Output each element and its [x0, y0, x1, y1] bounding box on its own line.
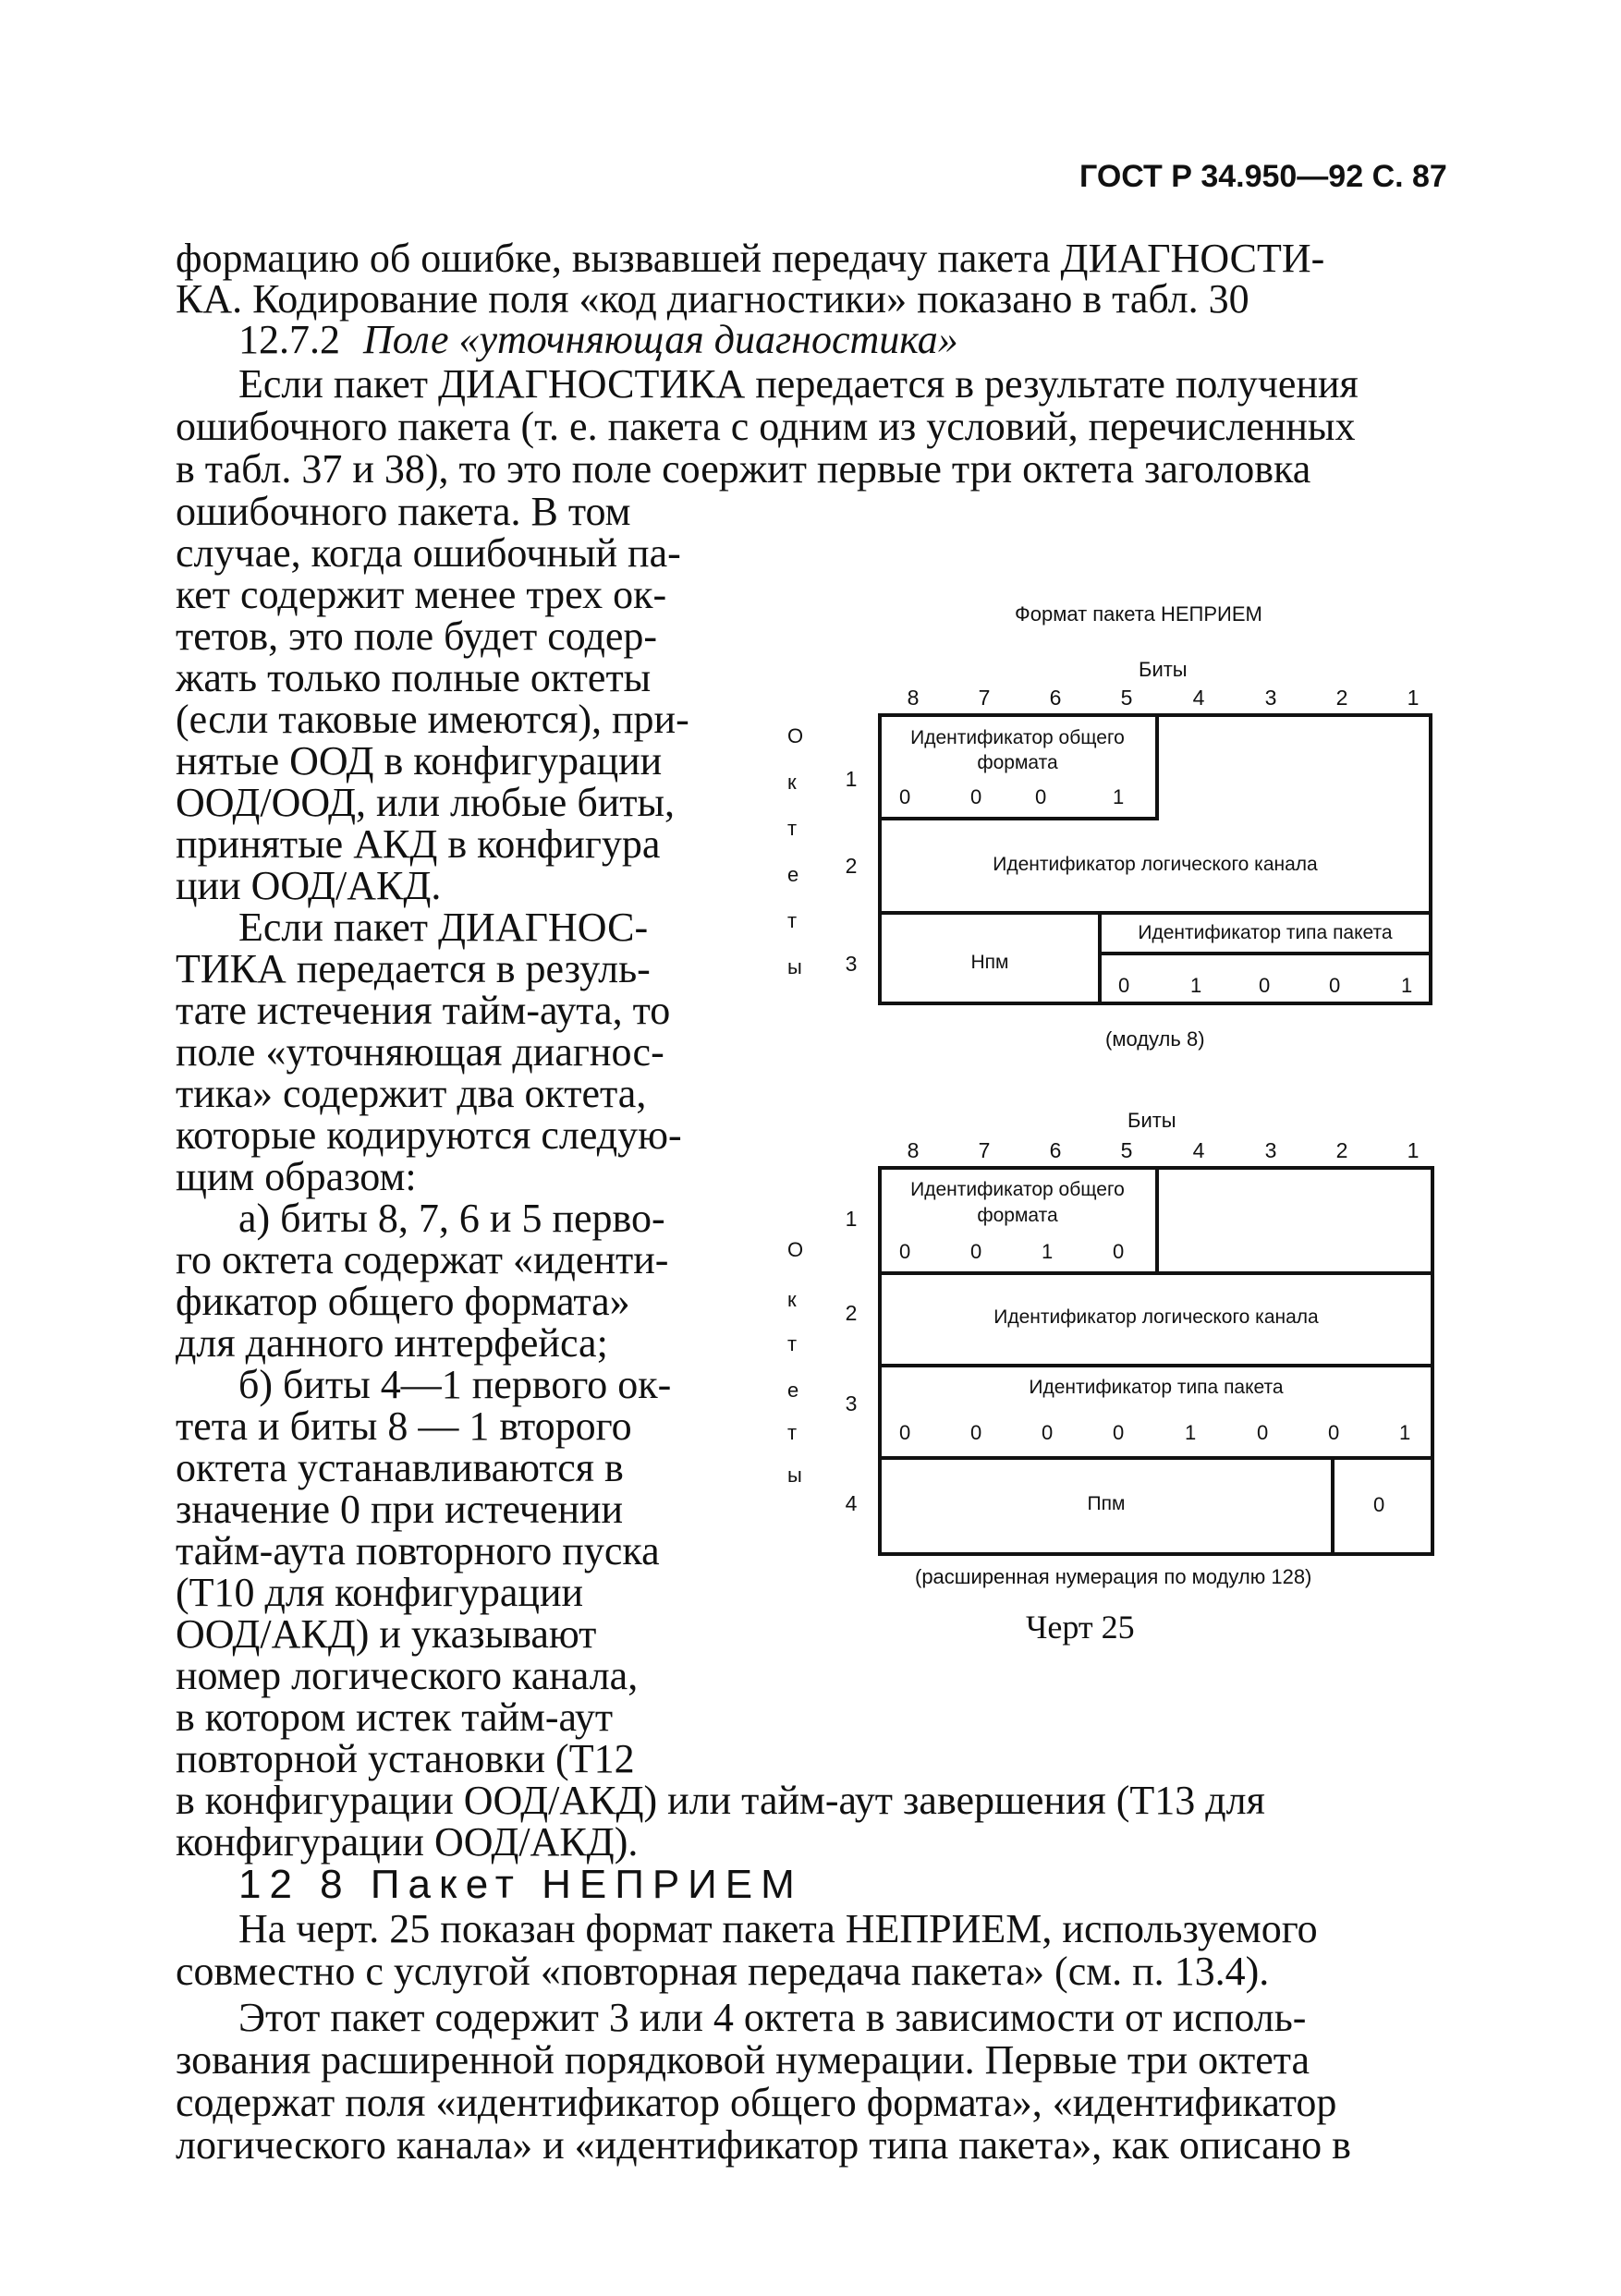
text-line: Если пакет ДИАГНОС-: [238, 905, 649, 950]
text-line: логического канала» и «идентификатор типа пакета», как описано в: [176, 2122, 1351, 2168]
octet-number: 2: [845, 1301, 858, 1325]
bit-value: 1: [1185, 1421, 1197, 1444]
figure-caption: Черт 25: [1026, 1609, 1135, 1646]
text-line: го октета содержат «иденти-: [176, 1237, 669, 1282]
gfi-label: формата: [977, 752, 1058, 773]
bit-number: 1: [1407, 686, 1420, 710]
text-line: На черт. 25 показан формат пакета НЕПРИЕМ, используемого: [238, 1906, 1318, 1951]
figure-title: Формат пакета НЕПРИЕМ: [1015, 602, 1262, 626]
bit-number: 5: [1120, 686, 1133, 710]
text-line: жать только полные октеты: [176, 655, 652, 700]
bit-number: 6: [1049, 1138, 1062, 1162]
bits-label: Биты: [1139, 658, 1188, 681]
text-line: тетов, это поле будет содер-: [176, 613, 658, 659]
bit-value: 0: [1042, 1421, 1054, 1444]
text-line: тика» содержит два октета,: [176, 1071, 647, 1116]
diagram-caption: (расширенная нумерация по модулю 128): [915, 1565, 1312, 1588]
npm-label: Нпм: [970, 952, 1009, 973]
octet-number: 3: [845, 1391, 858, 1415]
text-line: тате истечения тайм-аута, то: [176, 988, 671, 1033]
bit-number: 2: [1335, 686, 1348, 710]
text-line: (если таковые имеются), при-: [176, 697, 689, 742]
bit-value: 0: [1328, 1421, 1340, 1444]
bit-number: 8: [907, 1138, 920, 1162]
text-line: конфигурации ООД/АКД).: [176, 1819, 639, 1865]
bit-value: 0: [970, 785, 982, 808]
bit-value: 0: [899, 1240, 911, 1263]
bit-value: 1: [1113, 785, 1125, 808]
bit-value: 0: [899, 1421, 911, 1444]
bit-number: 4: [1192, 686, 1205, 710]
text-line: номер логического канала,: [176, 1653, 639, 1698]
text-line: ТИКА передается в резуль-: [176, 946, 651, 991]
text-line: ошибочного пакета. В том: [176, 489, 631, 534]
text-line: тайм-аута повторного пуска: [176, 1528, 660, 1573]
text-line: поле «уточняющая диагнос-: [176, 1029, 664, 1075]
lci-label: Идентификатор логического канала: [993, 1306, 1319, 1328]
text-line: кет содержит менее трех ок-: [176, 572, 667, 617]
bit-value: 0: [1113, 1240, 1125, 1263]
text-line: зования расширенной порядковой нумерации. Первые три октета: [176, 2037, 1310, 2083]
octet-number: 3: [845, 952, 858, 976]
bits-label: Биты: [1127, 1109, 1176, 1132]
gfi-label: Идентификатор общего: [910, 727, 1125, 748]
npm-label: Ппм: [1087, 1493, 1126, 1514]
text-line: тета и биты 8 — 1 второго: [176, 1403, 632, 1449]
bit-value: 0: [970, 1421, 982, 1444]
text-line: щим образом:: [176, 1154, 417, 1199]
pti-label: Идентификатор типа пакета: [1138, 922, 1393, 943]
section-title: Поле «уточняющая диагностика»: [363, 317, 958, 362]
octet-number: 2: [845, 854, 858, 878]
octet-number: 1: [845, 1207, 858, 1231]
text-line: октета устанавливаются в: [176, 1445, 624, 1490]
section-heading: 12 8 Пакет НЕПРИЕМ: [238, 1862, 803, 1907]
bit-value: 0: [1113, 1421, 1125, 1444]
text-line: б) биты 4—1 первого ок-: [238, 1362, 672, 1407]
text-line: содержат поля «идентификатор общего формата», «идентификатор: [176, 2080, 1337, 2125]
text-line: ООД/ООД, или любые биты,: [176, 780, 676, 825]
bit-value: 0: [1259, 974, 1271, 997]
text-line: принятые АКД в конфигура: [176, 821, 661, 867]
bit-number: 2: [1335, 1138, 1348, 1162]
bit-number: 7: [978, 1138, 991, 1162]
pti-label: Идентификатор типа пакета: [1029, 1377, 1284, 1398]
text-line: в табл. 37 и 38), то это поле соержит первые три октета заголовка: [176, 446, 1311, 492]
text-line: формацию об ошибке, вызвавшей передачу пакета ДИАГНОСТИ-: [176, 236, 1325, 281]
bit-value: 0: [970, 1240, 982, 1263]
text-line: Если пакет ДИАГНОСТИКА передается в результате получения: [238, 361, 1359, 407]
page-header: ГОСТ Р 34.950—92 С. 87: [1079, 159, 1447, 194]
section-number: 12.7.2: [238, 317, 340, 362]
octet-number: 1: [845, 767, 858, 791]
text-line: Этот пакет содержит 3 или 4 октета в зависимости от исполь-: [238, 1995, 1307, 2040]
bit-number: 3: [1264, 686, 1277, 710]
lci-label: Идентификатор логического канала: [993, 854, 1318, 875]
bit-value: 1: [1190, 974, 1202, 997]
bit-value: 0: [899, 785, 911, 808]
text-line: ошибочного пакета (т. е. пакета с одним из условий, перечисленных: [176, 404, 1356, 449]
text-line: в конфигурации ООД/АКД) или тайм-аут завершения (Т13 для: [176, 1778, 1265, 1823]
bit-value: 0: [1373, 1493, 1385, 1516]
text-line: ООД/АКД) и указывают: [176, 1611, 597, 1657]
bit-number: 7: [978, 686, 991, 710]
text-line: а) биты 8, 7, 6 и 5 перво-: [238, 1196, 665, 1241]
bit-value: 1: [1399, 1421, 1411, 1444]
bit-number: 4: [1192, 1138, 1205, 1162]
bit-number: 5: [1120, 1138, 1133, 1162]
bit-value: 0: [1035, 785, 1047, 808]
bit-value: 1: [1042, 1240, 1054, 1263]
section-heading: [238, 317, 958, 362]
bit-value: 0: [1118, 974, 1130, 997]
text-line: случае, когда ошибочный па-: [176, 530, 681, 576]
text-line: совместно с услугой «повторная передача пакета» (см. п. 13.4).: [176, 1949, 1270, 1994]
text-line: значение 0 при истечении: [176, 1487, 624, 1532]
bit-value: 0: [1329, 974, 1341, 997]
text-line: для данного интерфейса;: [176, 1320, 608, 1366]
bit-number: 8: [907, 686, 920, 710]
text-line: повторной установки (Т12: [176, 1736, 635, 1781]
gfi-label: Идентификатор общего: [910, 1179, 1125, 1200]
bit-number: 1: [1407, 1138, 1420, 1162]
text-line: нятые ООД в конфигурации: [176, 738, 663, 784]
bit-value: 1: [1401, 974, 1413, 997]
text-line: ции ООД/АКД.: [176, 863, 442, 908]
text-line: которые кодируются следую-: [176, 1112, 682, 1158]
gfi-label: формата: [977, 1205, 1058, 1226]
text-line: фикатор общего формата»: [176, 1279, 630, 1324]
bit-number: 6: [1049, 686, 1062, 710]
text-line: (Т10 для конфигурации: [176, 1570, 584, 1615]
text-line: в котором истек тайм-аут: [176, 1695, 614, 1740]
diagram-caption: (модуль 8): [1105, 1027, 1205, 1051]
octet-number: 4: [845, 1491, 858, 1515]
bit-number: 3: [1264, 1138, 1277, 1162]
text-line: КА. Кодирование поля «код диагностики» показано в табл. 30: [176, 276, 1249, 322]
bit-value: 0: [1257, 1421, 1269, 1444]
